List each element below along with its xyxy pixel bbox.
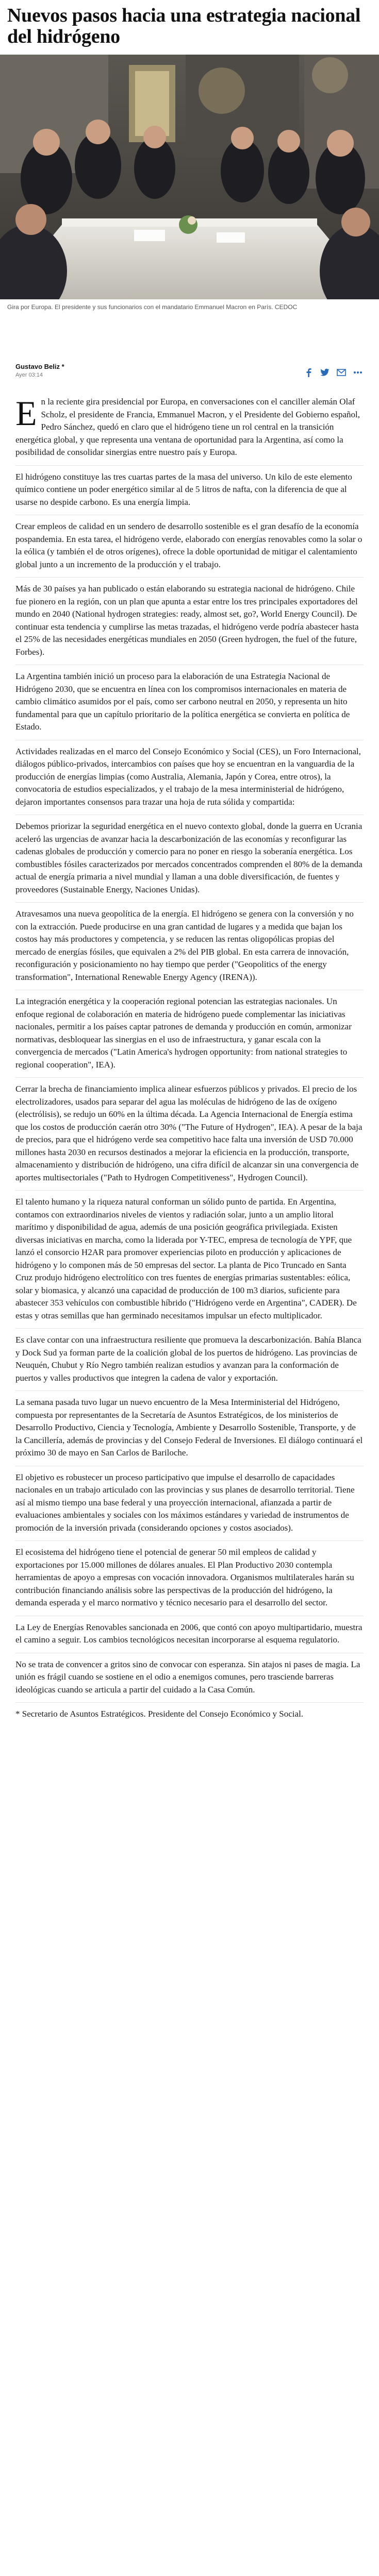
article-title: Nuevos pasos hacia una estrategia nacional del hidrógeno xyxy=(7,5,361,47)
facebook-icon[interactable] xyxy=(303,367,314,378)
article-paragraph: La Argentina también inició un proceso para la elaboración de una Estrategia Nacional de Hidrógeno 2030, que se encuentra en línea con los compromisos internacionales en materia de cambio climático asumidos por el país, como ser carbono neutral en 2050, y representa un hito fundamental para que un capítulo prioritario de la política energética se convierta en política de Estado. xyxy=(15,665,364,740)
twitter-icon[interactable] xyxy=(319,367,331,378)
article-paragraph: No se trata de convencer a gritos sino de convocar con esperanza. Sin atajos ni pases de magia. La unión es frágil cuando se sostiene en el odio a enemigos comunes, pero trasciende barreras ideológicas cuando se articula a partir del cuidado a la Casa Común. xyxy=(15,1653,364,1703)
article-paragraph: Es clave contar con una infraestructura resiliente que promueva la descarbonización. Bahía Blanca y Dock Sud ya forman parte de la coalición global de los puertos de hidrógeno. Las provincias de Neuquén, Chubut y Río Negro también realizan estudios y avanzan para la conformación de puertos y valles productivos que integren la cadena de valor y exportación. xyxy=(15,1329,364,1391)
article-paragraph: El talento humano y la riqueza natural conforman un sólido punto de partida. En Argentina, contamos con extraordinarios niveles de vientos y radiación solar, junto a un amplio litoral marítimo y disponibilidad de agua, además de una posición geográfica privilegiada. Existen diversas iniciativas en marcha, como la liderada por Y-TEC, empresa de tecnología de YPF, que lanzó el consorcio H2AR para promover experiencias piloto en producción y aplicaciones de hidrógeno y lo componen más de 50 empresas del sector. La planta de Pico Truncado en Santa Cruz produjo hidrógeno electrolítico con tres fuentes de energías primarias sustentables: eólica, solar y biomasica, y alcanzó una capacidad de producción de 100 m3 diarios, suficiente para abastecer 353 vehículos con combustible híbrido ("Hidrógeno verde en Argentina", CADER). De estas y otras semillas que han germinado necesitamos impulsar un efecto multiplicador. xyxy=(15,1191,364,1329)
author-name[interactable]: Gustavo Beliz * xyxy=(15,363,64,370)
email-icon[interactable] xyxy=(336,367,347,378)
share-bar xyxy=(303,367,364,379)
more-icon[interactable] xyxy=(352,367,364,378)
meeting-photo-illustration xyxy=(0,55,379,299)
publish-date: Ayer 03:14 xyxy=(15,372,43,378)
byline xyxy=(15,363,64,379)
article-paragraph: Crear empleos de calidad en un sendero de desarrollo sostenible es el gran desafío de la economía pospandemia. En esta tarea, el hidrógeno verde, elaborado con energías renovables como la solar o la eólica (y también el de otros orígenes), ofrece la doble oportunidad de mitigar el calentamiento global junto a un incremento de la producción y el trabajo. xyxy=(15,515,364,578)
article-paragraph: Debemos priorizar la seguridad energética en el nuevo contexto global, donde la guerra en Ucrania aceleró las urgencias de avanzar hacia la descarbonización de las economías y reconfigurar las cadenas globales de producción y comercio para no poner en riesgo la soberanía energética. Los combustibles fósiles caracterizados por mercados concentrados comprenden el 80% de la demanda actual de energía primaria a nivel mundial y llaman a una doble diversificación, de fuentes y proveedores (Sustainable Energy, Naciones Unidas). xyxy=(15,815,364,903)
article-paragraph: El hidrógeno constituye las tres cuartas partes de la masa del universo. Un kilo de este elemento químico contiene un poder energético similar al de 5 litros de nafta, con la diferencia de que al usarse no despide carbono. Es una energía limpia. xyxy=(15,466,364,516)
author-footnote: * Secretario de Asuntos Estratégicos. Presidente del Consejo Económico y Social. xyxy=(15,1709,304,1719)
article-paragraph: La Ley de Energías Renovables sancionada en 2006, que contó con apoyo multipartidario, muestra el camino a seguir. Los cambios tecnológicos necesitan incorporarse al esquema regulatorio. xyxy=(15,1616,364,1653)
article-paragraph: Cerrar la brecha de financiamiento implica alinear esfuerzos públicos y privados. El precio de los electrolizadores, usados para separar del agua las moléculas de hidrógeno de las de oxígeno (electrólisis), se redujo un 60% en la última década. La Agencia Internacional de Energía estima que los costos de producción caerán otro 30% ("The Future of Hydrogen", IEA). A pesar de la baja de precios, para que el hidrógeno verde sea competitivo hace falta una inversión de USD 70.000 millones hasta 2030 en recursos destinados a mejorar la eficiencia en la producción, transporte, almacenamiento y distribución de hidrógeno, una cifra difícil de alcanzar sin una convergencia de aportes multisectoriales ("Path to Hydrogen Competitiveness", Hydrogen Council). xyxy=(15,1078,364,1191)
article-paragraph: El ecosistema del hidrógeno tiene el potencial de generar 50 mil empleos de calidad y exportaciones por 15.000 millones de dólares anuales. El Plan Productivo 2030 contempla herramientas de apoyo a empresas con vocación innovadora. Organismos multilaterales harán su contribución financiando análisis sobre las perspectivas de la producción del hidrógeno, la demanda esperada y el marco normativo y técnico necesario para el desarrollo del sector. xyxy=(15,1541,364,1616)
article-meta xyxy=(0,363,379,379)
drop-cap: E xyxy=(15,394,37,433)
image-caption: Gira por Europa. El presidente y sus funcionarios con el mandatario Emmanuel Macron en París. CEDOC xyxy=(7,303,298,311)
article-paragraph: El objetivo es robustecer un proceso participativo que impulse el desarrollo de capacidades nacionales en un trabajo articulado con las provincias y sus planes de desarrollo territorial. Tiene así al mismo tiempo una base federal y una proyección internacional, afianzada a partir de evaluaciones ambientales y sociales con los máximos estándares y variedad de instrumentos de promoción de la inversión privada (considerando opciones y costos asociados). xyxy=(15,1466,364,1541)
article-photo[interactable] xyxy=(0,55,379,299)
article-paragraph: La integración energética y la cooperación regional potencian las estrategias nacionales. Un enfoque regional de colaboración en materia de hidrógeno puede complementar las iniciativas nacionales, permitir a los países captar patrones de demanda y producción en común, armonizar normativas, desbloquear las sinergias en el uso de infraestructura, y ganar escala con la convergencia de mercados ("Latin America's hydrogen opportunity: from national strategies to regional cooperation", IEA). xyxy=(15,990,364,1078)
article-paragraph: Atravesamos una nueva geopolítica de la energía. El hidrógeno se genera con la conversión y no con la extracción. Puede producirse en una gran cantidad de lugares y a medida que bajan los costos hay más productores y competencia, y se reducen las rentas oligopólicas propias del mercado de energías fósiles, que equivalen a 2% del PIB global. En esta carrera de innovación, reconfiguración y posicionamiento no hay tiempo que perder ("Geopolitics of the energy transformation", International Renewable Energy Agency (IRENA)). xyxy=(15,903,364,990)
article-paragraph: La semana pasada tuvo lugar un nuevo encuentro de la Mesa Interministerial del Hidrógeno, compuesta por representantes de la Secretaría de Asuntos Estratégicos, de los ministerios de Desarrollo Productivo, Ciencia y Tecnología, Ambiente y Desarrollo Sostenible, Transporte, y de la Cancillería, además de provincias y del Consejo Federal de Inversiones. El diálogo continuará el próximo 30 de mayo en San Carlos de Bariloche. xyxy=(15,1391,364,1466)
article-paragraph: Más de 30 países ya han publicado o están elaborando su estrategia nacional de hidrógeno. Chile fue pionero en la región, con un plan que apunta a estar entre los tres principales exportadores del mundo en 2040 (National hydrogen strategies: ready, almost set, go?, World Energy Council). De continuar esta tendencia y cumplirse las metas trazadas, el hidrógeno verde podría abastecer hasta el 25% de las necesidades energéticas mundiales en 2050 (Green hydrogen, the fuel of the future, Forbes). xyxy=(15,578,364,665)
article-paragraph: Actividades realizadas en el marco del Consejo Económico y Social (CES), un Foro Internacional, diálogos público-privados, intercambios con países que hoy se encuentran en la vanguardia de la producción de energías limpias (como Australia, Alemania, Japón y Corea, entre otros), la convocatoria de estudios especializados, y el trabajo de la mesa interministerial de hidrógeno, dejaron importantes consensos para trazar una hoja de ruta sólida y compartida: xyxy=(15,740,364,816)
article-paragraph: En la reciente gira presidencial por Europa, en conversaciones con el canciller alemán Olaf Scholz, el presidente de Francia, Emmanuel Macron, y el Presidente del Gobierno español, Pedro Sánchez, quedó en claro que el hidrógeno tiene un rol central en la transición energética global, y que representa una ventana de oportunidad para la Argentina, así como la posibilidad de consolidar sinergias entre nuestro país y Europa. xyxy=(15,391,364,466)
article-body xyxy=(0,379,379,1727)
